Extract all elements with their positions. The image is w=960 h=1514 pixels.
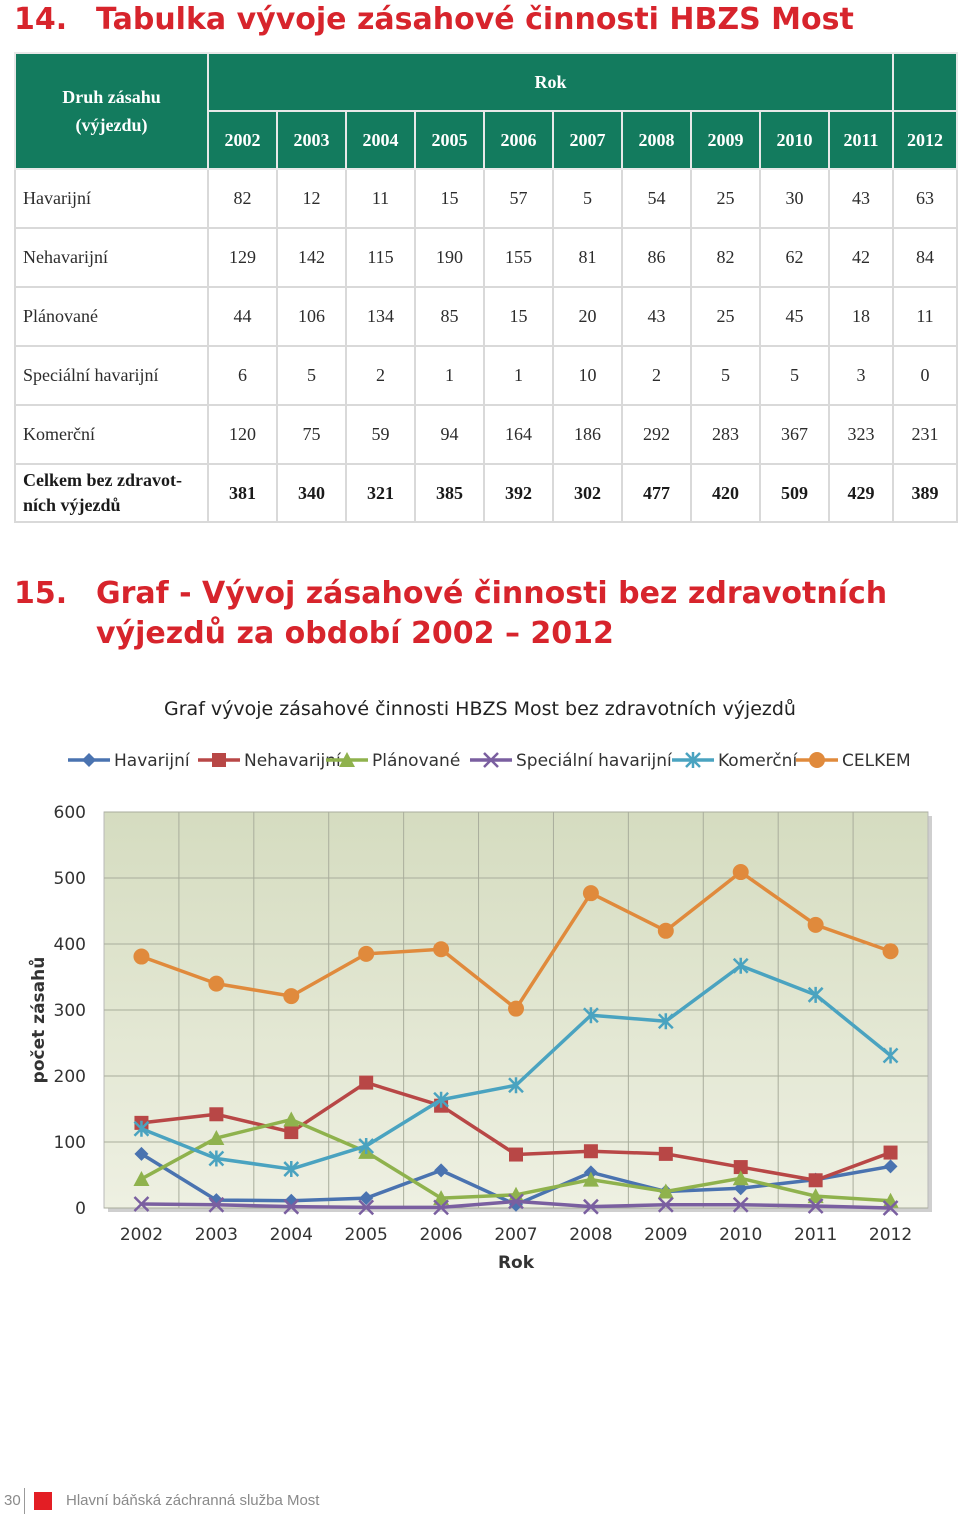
total-cell: 420 <box>691 464 760 522</box>
table-cell: 57 <box>484 169 553 228</box>
table-corner-header <box>15 53 208 169</box>
table-cell: 85 <box>415 287 484 346</box>
table-row <box>15 287 957 346</box>
table-cell: 106 <box>277 287 346 346</box>
table-row <box>15 169 957 228</box>
total-cell: 381 <box>208 464 277 522</box>
section-14-heading <box>14 0 854 40</box>
marker-circle <box>883 943 899 959</box>
marker-circle <box>358 946 374 962</box>
row-label: Speciální havarijní <box>15 346 208 405</box>
y-tick-label: 400 <box>53 935 86 955</box>
table-cell: 20 <box>553 287 622 346</box>
table-cell: 367 <box>760 405 829 464</box>
year-header: 2005 <box>415 111 484 169</box>
total-cell: 392 <box>484 464 553 522</box>
row-label: Komerční <box>15 405 208 464</box>
marker-square <box>509 1148 523 1162</box>
x-tick-label: 2003 <box>194 1225 238 1245</box>
legend-label: Speciální havarijní <box>516 751 672 771</box>
table-row <box>15 228 957 287</box>
y-tick-label: 100 <box>53 1133 86 1153</box>
total-cell: 429 <box>829 464 893 522</box>
table-cell: 86 <box>622 228 691 287</box>
marker-square <box>284 1125 298 1139</box>
marker-square <box>584 1144 598 1158</box>
marker-circle <box>208 976 224 992</box>
table-cell: 231 <box>893 405 957 464</box>
table-cell: 59 <box>346 405 415 464</box>
table-cell: 30 <box>760 169 829 228</box>
table-cell: 15 <box>484 287 553 346</box>
year-group-spacer <box>893 53 957 111</box>
year-header: 2006 <box>484 111 553 169</box>
row-label: Havarijní <box>15 169 208 228</box>
marker-circle <box>809 752 825 768</box>
table-cell: 1 <box>484 346 553 405</box>
x-tick-label: 2005 <box>344 1225 388 1245</box>
table-cell: 134 <box>346 287 415 346</box>
total-cell: 321 <box>346 464 415 522</box>
marker-circle <box>508 1001 524 1017</box>
y-tick-label: 200 <box>53 1067 86 1087</box>
marker-square <box>809 1173 823 1187</box>
row-label: Plánované <box>15 287 208 346</box>
marker-circle <box>283 988 299 1004</box>
x-axis-label: Rok <box>497 1253 535 1273</box>
table-cell: 81 <box>553 228 622 287</box>
total-cell: 340 <box>277 464 346 522</box>
total-cell: 477 <box>622 464 691 522</box>
section-15-heading <box>14 574 887 654</box>
marker-diamond <box>82 753 96 767</box>
table-cell: 43 <box>829 169 893 228</box>
table-cell: 2 <box>622 346 691 405</box>
table-cell: 63 <box>893 169 957 228</box>
table-cell: 142 <box>277 228 346 287</box>
total-row <box>15 464 957 522</box>
page-number: 30 <box>4 1492 21 1509</box>
y-tick-label: 0 <box>75 1199 86 1219</box>
y-tick-label: 600 <box>53 803 86 823</box>
marker-square <box>209 1107 223 1121</box>
table-cell: 82 <box>208 169 277 228</box>
legend-label: Komerční <box>718 751 798 771</box>
table-cell: 164 <box>484 405 553 464</box>
x-tick-label: 2004 <box>269 1225 313 1245</box>
marker-circle <box>583 885 599 901</box>
table-cell: 10 <box>553 346 622 405</box>
x-tick-label: 2006 <box>419 1225 463 1245</box>
intervention-table <box>14 52 958 523</box>
marker-circle <box>808 917 824 933</box>
table-cell: 84 <box>893 228 957 287</box>
x-tick-label: 2008 <box>569 1225 613 1245</box>
total-cell: 389 <box>893 464 957 522</box>
footer-divider <box>24 1488 25 1514</box>
table-cell: 94 <box>415 405 484 464</box>
table-cell: 0 <box>893 346 957 405</box>
table-cell: 190 <box>415 228 484 287</box>
section-number: 15. <box>14 576 68 611</box>
year-header: 2009 <box>691 111 760 169</box>
table-cell: 45 <box>760 287 829 346</box>
table-cell: 18 <box>829 287 893 346</box>
table-cell: 5 <box>277 346 346 405</box>
table-row <box>15 346 957 405</box>
legend-label: Nehavarijní <box>244 751 341 771</box>
marker-square <box>212 753 226 767</box>
table-cell: 5 <box>760 346 829 405</box>
year-header: 2010 <box>760 111 829 169</box>
table-cell: 120 <box>208 405 277 464</box>
year-header: 2012 <box>893 111 957 169</box>
section-title-line-1: Graf - Vývoj zásahové činnosti bez zdravotních <box>96 576 888 611</box>
organization-name: Hlavní báňská záchranná služba Most <box>66 1492 320 1509</box>
table-cell: 3 <box>829 346 893 405</box>
table-cell: 5 <box>553 169 622 228</box>
section-title-line-2: výjezdů za období 2002 – 2012 <box>96 616 614 651</box>
table-cell: 115 <box>346 228 415 287</box>
legend-label: Plánované <box>372 751 461 771</box>
legend-label: Havarijní <box>114 751 190 771</box>
line-chart <box>0 740 960 1280</box>
table-cell: 15 <box>415 169 484 228</box>
year-header: 2003 <box>277 111 346 169</box>
y-tick-label: 500 <box>53 869 86 889</box>
table-cell: 186 <box>553 405 622 464</box>
marker-circle <box>658 923 674 939</box>
table-cell: 155 <box>484 228 553 287</box>
total-label-line-1: Celkem bez zdravot- <box>23 470 182 490</box>
table-cell: 82 <box>691 228 760 287</box>
section-number: 14. <box>14 2 68 37</box>
table-cell: 323 <box>829 405 893 464</box>
y-axis-label: počet zásahů <box>29 956 49 1084</box>
table-cell: 54 <box>622 169 691 228</box>
corner-line-2: (výjezdu) <box>75 115 148 135</box>
page-footer <box>0 1488 960 1514</box>
table-cell: 44 <box>208 287 277 346</box>
year-group-header: Rok <box>208 53 893 111</box>
year-header: 2011 <box>829 111 893 169</box>
year-header: 2007 <box>553 111 622 169</box>
table-cell: 42 <box>829 228 893 287</box>
x-tick-label: 2009 <box>644 1225 688 1245</box>
brand-square-icon <box>34 1492 52 1510</box>
marker-square <box>884 1146 898 1160</box>
total-cell: 385 <box>415 464 484 522</box>
legend-label: CELKEM <box>842 751 911 771</box>
marker-square <box>359 1076 373 1090</box>
x-tick-label: 2010 <box>719 1225 763 1245</box>
y-tick-label: 300 <box>53 1001 86 1021</box>
table-cell: 11 <box>893 287 957 346</box>
table-cell: 129 <box>208 228 277 287</box>
section-title: Tabulka vývoje zásahové činnosti HBZS Most <box>96 2 854 37</box>
marker-circle <box>133 949 149 965</box>
corner-line-1: Druh zásahu <box>62 87 161 107</box>
total-label <box>15 464 208 522</box>
table-cell: 292 <box>622 405 691 464</box>
total-cell: 509 <box>760 464 829 522</box>
total-label-line-2: ních výjezdů <box>23 495 121 515</box>
year-header: 2002 <box>208 111 277 169</box>
table-cell: 25 <box>691 169 760 228</box>
table-cell: 25 <box>691 287 760 346</box>
table-cell: 1 <box>415 346 484 405</box>
table-cell: 62 <box>760 228 829 287</box>
year-header: 2008 <box>622 111 691 169</box>
table-cell: 75 <box>277 405 346 464</box>
total-cell: 302 <box>553 464 622 522</box>
x-tick-label: 2012 <box>868 1225 913 1245</box>
year-header: 2004 <box>346 111 415 169</box>
table-cell: 11 <box>346 169 415 228</box>
table-cell: 43 <box>622 287 691 346</box>
marker-square <box>659 1147 673 1161</box>
marker-circle <box>733 864 749 880</box>
x-tick-label: 2007 <box>494 1225 538 1245</box>
table-cell: 283 <box>691 405 760 464</box>
marker-circle <box>433 941 449 957</box>
table-cell: 6 <box>208 346 277 405</box>
x-tick-label: 2011 <box>794 1225 838 1245</box>
x-tick-label: 2002 <box>119 1225 164 1245</box>
table-row <box>15 405 957 464</box>
table-cell: 2 <box>346 346 415 405</box>
row-label: Nehavarijní <box>15 228 208 287</box>
chart-title: Graf vývoje zásahové činnosti HBZS Most bez zdravotních výjezdů <box>164 698 796 720</box>
table-cell: 12 <box>277 169 346 228</box>
table-cell: 5 <box>691 346 760 405</box>
